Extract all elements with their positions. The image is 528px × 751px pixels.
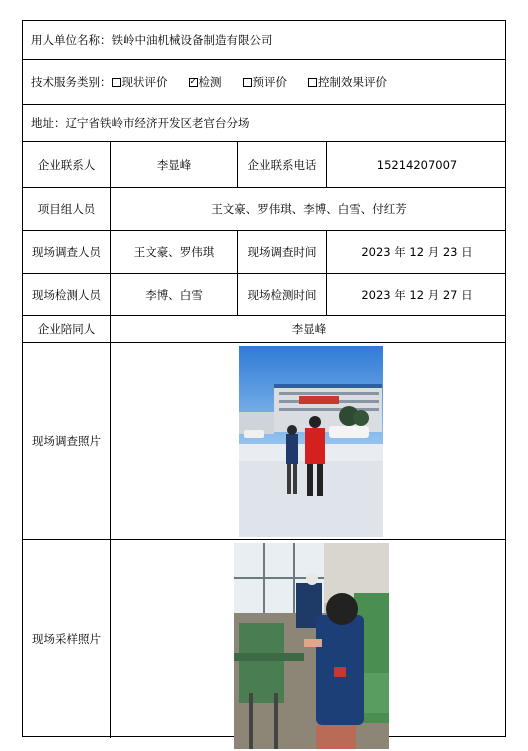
survey-staff-label: 现场调查人员	[32, 245, 101, 259]
escort-row	[23, 316, 505, 343]
employer-label: 用人单位名称：	[31, 33, 112, 47]
survey-staff: 王文豪、罗伟琪	[110, 231, 237, 273]
testing-time: 2023 年 12 月 27 日	[326, 274, 507, 315]
survey-row	[23, 231, 505, 274]
sampling-photo-label: 现场采样照片	[32, 632, 101, 646]
sampling-photo-row	[23, 540, 505, 738]
employer-name: 铁岭中油机械设备制造有限公司	[111, 33, 273, 47]
option-pre-evaluation[interactable]: 预评价	[243, 74, 288, 90]
contact-phone: 15214207007	[326, 142, 507, 187]
testing-staff: 李博、白雪	[110, 274, 237, 315]
survey-photo-row	[23, 343, 505, 540]
address-row	[23, 105, 505, 142]
checkbox-icon[interactable]	[308, 78, 317, 87]
checkbox-icon[interactable]	[189, 78, 198, 87]
record-form	[22, 20, 506, 737]
contact-row	[23, 142, 505, 188]
survey-photo-label: 现场调查照片	[32, 434, 101, 448]
survey-photo	[239, 346, 383, 537]
testing-row	[23, 274, 505, 316]
survey-time-label: 现场调查时间	[237, 231, 326, 273]
testing-time-label: 现场检测时间	[237, 274, 326, 315]
escort-label: 企业陪同人	[37, 322, 96, 336]
service-type-row	[23, 60, 505, 105]
escort-name: 李显峰	[110, 316, 507, 342]
survey-time: 2023 年 12 月 23 日	[326, 231, 507, 273]
contact-name-label: 企业联系人	[37, 157, 96, 172]
employer-row	[23, 21, 505, 60]
address-value: 辽宁省铁岭市经济开发区老官台分场	[65, 116, 250, 130]
option-current-evaluation[interactable]: 现状评价	[112, 74, 168, 90]
team-members: 王文豪、罗伟琪、李博、白雪、付红芳	[110, 188, 507, 230]
checkbox-icon[interactable]	[112, 78, 121, 87]
team-row	[23, 188, 505, 231]
option-control-effect-evaluation[interactable]: 控制效果评价	[308, 74, 387, 90]
address-label: 地址：	[31, 116, 66, 130]
contact-phone-label: 企业联系电话	[237, 142, 326, 187]
option-testing[interactable]: ✓ 检测	[189, 74, 222, 90]
sampling-photo	[234, 543, 389, 749]
contact-name: 李显峰	[110, 142, 237, 187]
service-type-label: 技术服务类别：	[31, 75, 112, 89]
team-label: 项目组人员	[37, 202, 96, 216]
checkbox-icon[interactable]	[243, 78, 252, 87]
testing-staff-label: 现场检测人员	[32, 287, 101, 302]
